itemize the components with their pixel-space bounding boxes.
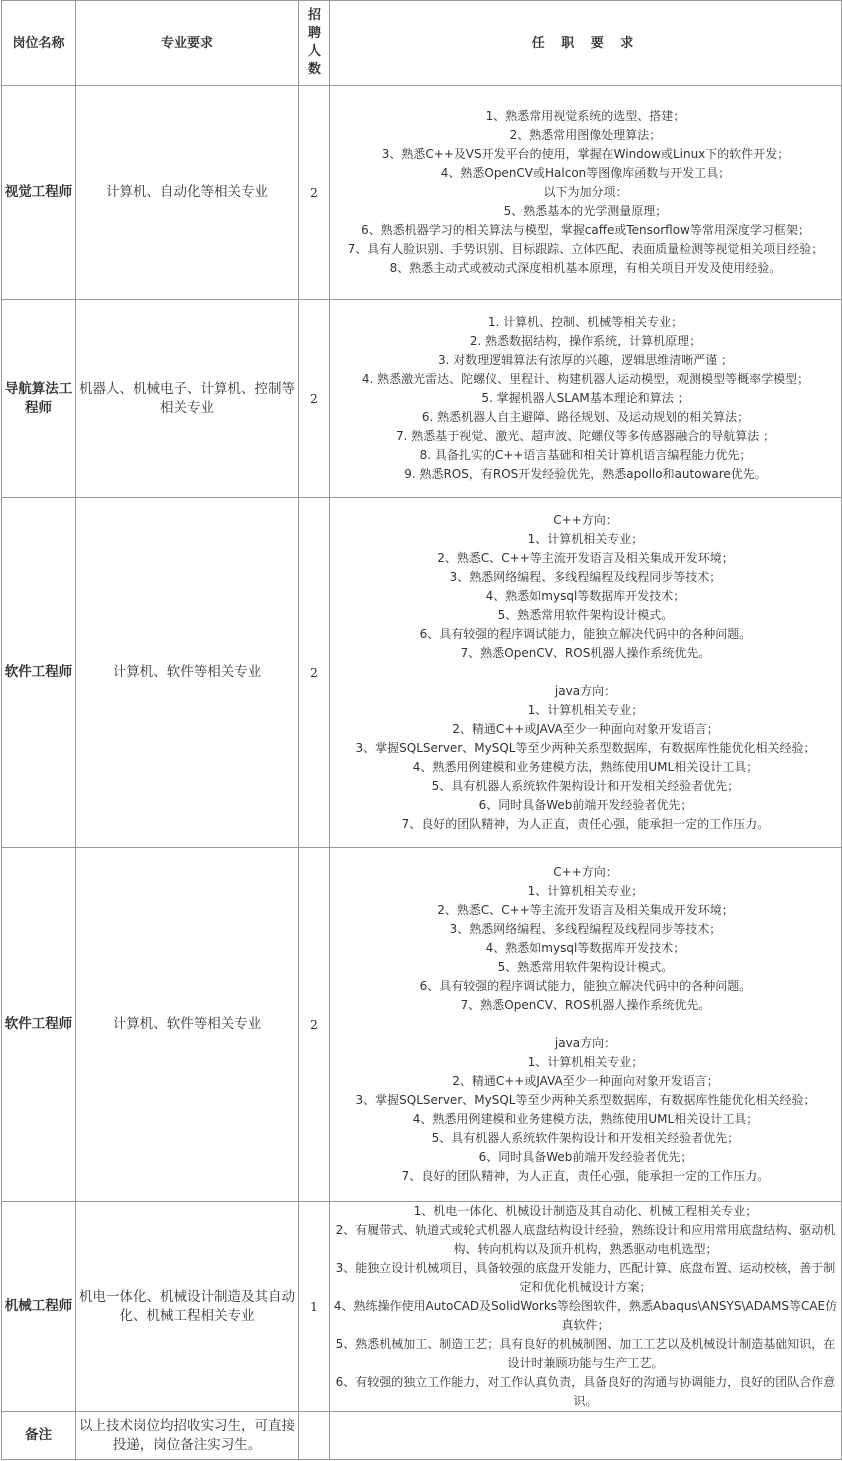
requirement-line: 6、具有较强的程序调试能力，能独立解决代码中的各种问题。 bbox=[419, 979, 752, 993]
header-requirements bbox=[330, 1, 842, 86]
requirement-line: 8、熟悉主动式或被动式深度相机基本原理，有相关项目开发及使用经验。 bbox=[389, 261, 782, 275]
requirement-line: C++方向： bbox=[553, 513, 618, 527]
requirement-line: 7、具有人脸识别、手势识别、目标跟踪、立体匹配、表面质量检测等视觉相关项目经验； bbox=[347, 242, 824, 256]
note-text: 以上技术岗位均招收实习生，可直接投递，岗位备注实习生。 bbox=[76, 1412, 299, 1460]
requirement-line: 6、熟悉机器学习的相关算法与模型，掌握caffe或Tensorflow等常用深度学习框架； bbox=[361, 223, 810, 237]
note-label: 备注 bbox=[2, 1412, 76, 1460]
job-count: 2 bbox=[299, 300, 330, 498]
requirement-line: 4、熟悉用例建模和业务建模方法，熟练使用UML相关设计工具； bbox=[412, 760, 759, 774]
requirement-line: 3、熟悉网络编程、多线程编程及线程同步等技术； bbox=[449, 922, 722, 936]
header-position: 岗位名称 bbox=[2, 1, 76, 86]
requirement-line: C++方向： bbox=[553, 865, 618, 879]
requirement-line: 2. 熟悉数据结构，操作系统，计算机原理； bbox=[469, 334, 702, 348]
requirement-line: 7. 熟悉基于视觉、激光、超声波、陀螺仪等多传感器融合的导航算法 ； bbox=[395, 429, 776, 443]
requirement-line: 5、熟悉机械加工、制造工艺；具有良好的机械制图、加工工艺以及机械设计制造基础知识，在设计时兼顾功能与生产工艺。 bbox=[335, 1337, 836, 1370]
job-row bbox=[2, 86, 842, 300]
job-major: 计算机、自动化等相关专业 bbox=[76, 86, 299, 300]
job-major: 机电一体化、机械设计制造及其自动化、机械工程相关专业 bbox=[76, 1202, 299, 1412]
job-row bbox=[2, 848, 842, 1202]
header-requirements-text: 任 职 要 求 bbox=[531, 35, 640, 51]
requirement-line: 6、有较强的独立工作能力，对工作认真负责，具备良好的沟通与协调能力，良好的团队合作意识。 bbox=[335, 1375, 836, 1408]
requirement-line: 6、同时具备Web前端开发经验者优先； bbox=[478, 1150, 693, 1164]
job-position: 导航算法工程师 bbox=[2, 300, 76, 498]
job-count: 2 bbox=[299, 848, 330, 1202]
requirement-line: 5、熟悉基本的光学测量原理； bbox=[503, 204, 668, 218]
job-requirements bbox=[330, 86, 842, 300]
job-position: 软件工程师 bbox=[2, 848, 76, 1202]
header-count-text: 招聘人数 bbox=[308, 8, 322, 77]
requirement-line: 1、机电一体化、机械设计制造及其自动化、机械工程相关专业； bbox=[413, 1204, 758, 1218]
requirement-line: 4、熟悉如mysql等数据库开发技术； bbox=[485, 589, 686, 603]
requirement-line: 4、熟悉用例建模和业务建模方法，熟练使用UML相关设计工具； bbox=[412, 1112, 759, 1126]
job-requirements bbox=[330, 498, 842, 848]
job-requirements bbox=[330, 1202, 842, 1412]
job-count: 1 bbox=[299, 1202, 330, 1412]
note-empty-cell bbox=[299, 1412, 330, 1460]
requirement-line: 2、有履带式、轨道式或轮式机器人底盘结构设计经验，熟练设计和应用常用底盘结构、驱动机构、转向机构以及顶升机构，熟悉驱动电机选型； bbox=[335, 1223, 836, 1256]
job-count: 2 bbox=[299, 498, 330, 848]
requirement-line: 7、良好的团队精神，为人正直，责任心强，能承担一定的工作压力。 bbox=[401, 1169, 770, 1183]
requirement-line: 1、计算机相关专业； bbox=[527, 532, 644, 546]
requirement-line: 1、计算机相关专业； bbox=[527, 1055, 644, 1069]
requirement-line: 1. 计算机、控制、机械等相关专业； bbox=[487, 315, 684, 329]
header-major: 专业要求 bbox=[76, 1, 299, 86]
job-position: 机械工程师 bbox=[2, 1202, 76, 1412]
requirement-line: 2、熟悉C、C++等主流开发语言及相关集成开发环境； bbox=[437, 551, 734, 565]
requirement-line: 8. 具备扎实的C++语言基础和相关计算机语言编程能力优先； bbox=[419, 448, 752, 462]
note-row bbox=[2, 1412, 842, 1460]
requirement-line: 5. 掌握机器人SLAM基本理论和算法 ； bbox=[481, 391, 690, 405]
requirement-line: 4、熟悉OpenCV或Halcon等图像库函数与开发工具； bbox=[440, 166, 731, 180]
requirement-line: 3. 对数理逻辑算法有浓厚的兴趣，逻辑思维清晰严谨 ； bbox=[437, 353, 734, 367]
job-requirements bbox=[330, 300, 842, 498]
job-requirements-table bbox=[1, 0, 842, 1460]
requirement-line: 2、熟悉C、C++等主流开发语言及相关集成开发环境； bbox=[437, 903, 734, 917]
requirement-line: java方向： bbox=[554, 684, 617, 698]
requirement-line: 3、能独立设计机械项目，具备较强的底盘开发能力，匹配计算、底盘布置、运动校核，善于制定和优化机械设计方案； bbox=[335, 1261, 836, 1294]
requirement-line: 4、熟悉如mysql等数据库开发技术； bbox=[485, 941, 686, 955]
requirement-line: 4. 熟悉激光雷达、陀螺仪、里程计、构建机器人运动模型，观测模型等概率学模型； bbox=[361, 372, 810, 386]
requirement-line: 7、熟悉OpenCV、ROS机器人操作系统优先。 bbox=[460, 646, 711, 660]
requirement-line: 5、熟悉常用软件架构设计模式。 bbox=[497, 608, 674, 622]
requirement-line: 以下为加分项： bbox=[543, 185, 628, 199]
job-row bbox=[2, 300, 842, 498]
requirement-line: 1、计算机相关专业； bbox=[527, 884, 644, 898]
job-row bbox=[2, 498, 842, 848]
requirement-line: 7、良好的团队精神，为人正直，责任心强，能承担一定的工作压力。 bbox=[401, 817, 770, 831]
job-major: 计算机、软件等相关专业 bbox=[76, 498, 299, 848]
job-major: 机器人、机械电子、计算机、控制等相关专业 bbox=[76, 300, 299, 498]
header-count bbox=[299, 1, 330, 86]
requirement-line: 2、精通C++或JAVA至少一种面向对象开发语言； bbox=[452, 722, 719, 736]
requirement-line: 3、熟悉网络编程、多线程编程及线程同步等技术； bbox=[449, 570, 722, 584]
job-position: 软件工程师 bbox=[2, 498, 76, 848]
requirement-line: 6. 熟悉机器人自主避障、路径规划、及运动规划的相关算法； bbox=[421, 410, 750, 424]
requirement-line: 2、精通C++或JAVA至少一种面向对象开发语言； bbox=[452, 1074, 719, 1088]
job-row bbox=[2, 1202, 842, 1412]
header-row bbox=[2, 1, 842, 86]
note-empty-cell bbox=[330, 1412, 842, 1460]
job-count: 2 bbox=[299, 86, 330, 300]
requirement-line: 5、具有机器人系统软件架构设计和开发相关经验者优先； bbox=[431, 1131, 740, 1145]
requirement-line: 6、同时具备Web前端开发经验者优先； bbox=[478, 798, 693, 812]
requirement-line: 3、掌握SQLServer、MySQL等至少两种关系型数据库，有数据库性能优化相关经验； bbox=[355, 741, 816, 755]
requirement-line: 1、计算机相关专业； bbox=[527, 703, 644, 717]
requirement-line bbox=[332, 663, 839, 682]
requirement-line: 7、熟悉OpenCV、ROS机器人操作系统优先。 bbox=[460, 998, 711, 1012]
requirement-line: 4、熟练操作使用AutoCAD及SolidWorks等绘图软件，熟悉Abaqus\ANSYS\ADAMS等CAE仿真软件； bbox=[333, 1299, 838, 1332]
requirement-line: 6、具有较强的程序调试能力，能独立解决代码中的各种问题。 bbox=[419, 627, 752, 641]
job-major: 计算机、软件等相关专业 bbox=[76, 848, 299, 1202]
requirement-line: java方向： bbox=[554, 1036, 617, 1050]
requirement-line: 3、掌握SQLServer、MySQL等至少两种关系型数据库，有数据库性能优化相关经验； bbox=[355, 1093, 816, 1107]
requirement-line bbox=[332, 1015, 839, 1034]
requirement-line: 2、熟悉常用图像处理算法； bbox=[509, 128, 662, 142]
requirement-line: 5、熟悉常用软件架构设计模式。 bbox=[497, 960, 674, 974]
job-requirements bbox=[330, 848, 842, 1202]
requirement-line: 5、具有机器人系统软件架构设计和开发相关经验者优先； bbox=[431, 779, 740, 793]
requirement-line: 1、熟悉常用视觉系统的选型、搭建； bbox=[485, 109, 686, 123]
requirement-line: 3、熟悉C++及VS开发平台的使用，掌握在Window或Linux下的软件开发； bbox=[381, 147, 790, 161]
job-position: 视觉工程师 bbox=[2, 86, 76, 300]
requirement-line: 9. 熟悉ROS，有ROS开发经验优先，熟悉apollo和autoware优先。 bbox=[404, 467, 767, 481]
